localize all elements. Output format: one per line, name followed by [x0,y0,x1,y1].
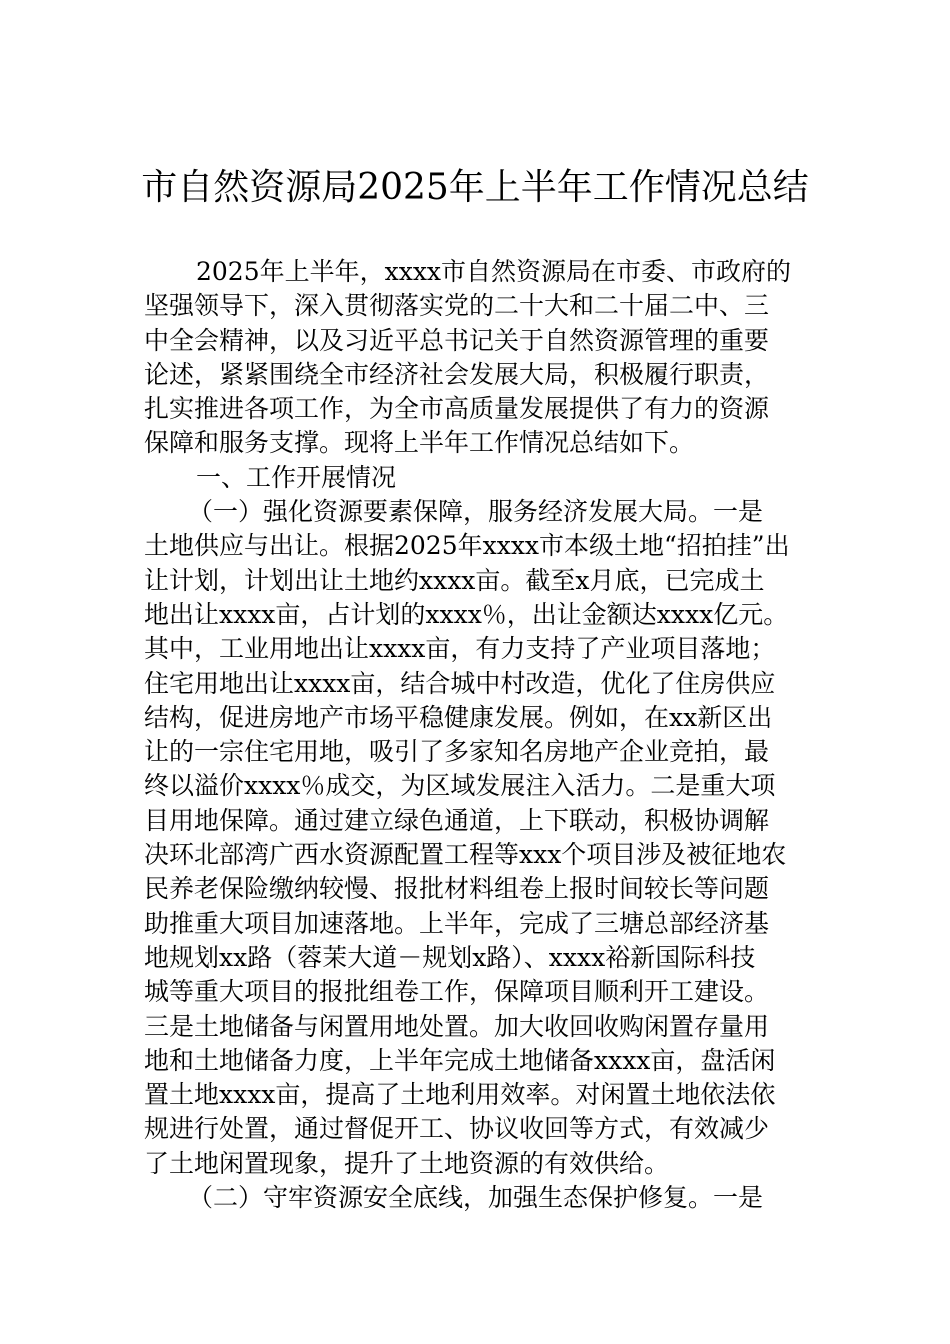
paragraph-line: 规进行处置，通过督促开工、协议收回等方式，有效减少 [144,1114,770,1144]
paragraph-line: 住宅用地出让xxxx亩，结合城中村改造，优化了住房供应 [144,668,776,698]
paragraph-line: 地和土地储备力度，上半年完成土地储备xxxx亩，盘活闲 [144,1045,776,1075]
paragraph-line: 2025年上半年，xxxx市自然资源局在市委、市政府的 [196,257,792,286]
paragraph-line: 坚强领导下，深入贯彻落实党的二十大和二十届二中、三 [144,291,770,321]
paragraph-line: 让计划，计划出让土地约xxxx亩。截至x月底，已完成土 [144,565,765,595]
paragraph-line: 助推重大项目加速落地。上半年，完成了三塘总部经济基 [144,908,770,938]
paragraph-line: 结构，促进房地产市场平稳健康发展。例如，在xx新区出 [144,702,773,732]
paragraph-line: 地规划xx路（蓉茉大道－规划x路）、xxxx裕新国际科技 [144,942,756,972]
paragraph-line: 地出让xxxx亩，占计划的xxxx％，出让金额达xxxx亿元。 [144,599,789,629]
document-title: 市自然资源局2025年上半年工作情况总结 [141,167,809,208]
paragraph-line: 终以溢价xxxx％成交，为区域发展注入活力。二是重大项 [144,771,776,801]
paragraph-line: 土地供应与出让。根据2025年xxxx市本级土地“招拍挂”出 [144,531,790,561]
paragraph-line: 目用地保障。通过建立绿色通道，上下联动，积极协调解 [144,805,770,835]
subsection-heading-line: （二）守牢资源安全底线，加强生态保护修复。一是 [188,1183,764,1213]
paragraph-line: 决环北部湾广西水资源配置工程等xxx个项目涉及被征地农 [144,840,787,870]
paragraph-line: 了土地闲置现象，提升了土地资源的有效供给。 [144,1148,670,1178]
paragraph-line: 三是土地储备与闲置用地处置。加大收回收购闲置存量用 [144,1011,770,1041]
subsection-heading-line: （一）强化资源要素保障，服务经济发展大局。一是 [188,497,764,527]
paragraph-line: 置土地xxxx亩，提高了土地利用效率。对闲置土地依法依 [144,1080,776,1110]
paragraph-line: 扎实推进各项工作，为全市高质量发展提供了有力的资源 [144,394,770,424]
paragraph-line: 中全会精神，以及习近平总书记关于自然资源管理的重要 [144,325,770,355]
paragraph-line: 论述，紧紧围绕全市经济社会发展大局，积极履行职责， [144,359,770,389]
paragraph-line: 民养老保险缴纳较慢、报批材料组卷上报时间较长等问题 [144,874,770,904]
paragraph-line: 保障和服务支撑。现将上半年工作情况总结如下。 [144,428,695,458]
section-heading: 一、工作开展情况 [196,462,397,492]
paragraph-line: 让的一宗住宅用地，吸引了多家知名房地产企业竞拍，最 [144,737,770,767]
paragraph-line: 其中，工业用地出让xxxx亩，有力支持了产业项目落地； [144,634,776,664]
document-body [144,255,820,1215]
paragraph-line: 城等重大项目的报批组卷工作，保障项目顺利开工建设。 [144,977,770,1007]
